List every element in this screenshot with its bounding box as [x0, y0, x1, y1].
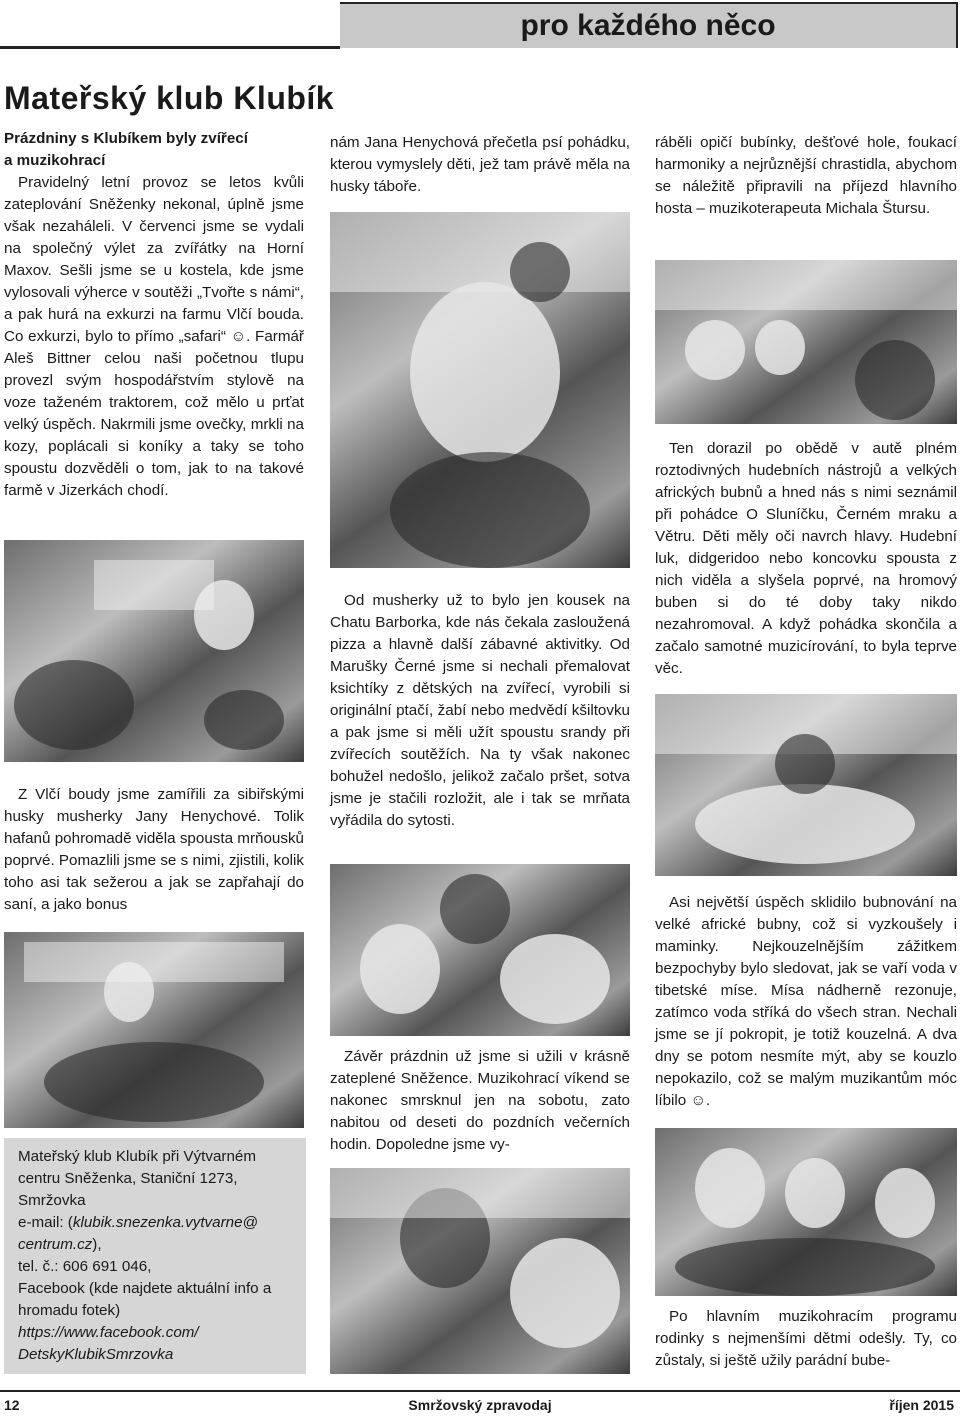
col3-paragraph-2-text: Ten dorazil po obědě v autě plném roztodivných hudebních nástrojů a velkých afrických bubnů a hned nás s nimi seznámil při pohádce O Sluníčku, Černém mraku a Větru. Děti měly oči navrch hlavy. Hudební luk, didgeridoo nebo koncovku spousta z nich viděla a slyšela poprvé, na hromový buben si do té doby taky nikdo nezahromoval. A když pohádka skončila a začalo samotné muzicírování, to byla teprve věc.	[655, 440, 957, 677]
col3-paragraph-4-text: Po hlavním muzikohracím programu rodinky s nejmenšími dětmi odešly. Ty, co zůstaly, si ještě užily parádní bube-	[655, 1308, 957, 1369]
col3-paragraph-3-text: Asi největší úspěch sklidilo bubnování na velké africké bubny, což si vyzkoušely i maminky. Nejkouzelnějším zážitkem bezpochyby bylo sledovat, jak se vaří voda v tibetské míse. Mísa nádherně rezonuje, zatímco voda stříká do všech stran. Nechali jsme se jí pokropit, je totiž kouzelná. A dva dny se potom nesmíte mýt, aby se kouzlo nepokazilo, což se malým muzikantům móc líbilo ☺.	[655, 894, 957, 1109]
publication-name: Smržovský zpravodaj	[408, 1397, 552, 1413]
photo-music-workshop	[4, 540, 304, 762]
article-subtitle-line2: a muzikohrací	[4, 152, 106, 169]
email-label: e-mail: (	[18, 1214, 73, 1231]
photo-drumming-kids	[4, 932, 304, 1128]
col2-paragraph-3	[330, 1046, 630, 1156]
contact-email-line	[18, 1212, 292, 1256]
col2-paragraph-2-text: Od musherky už to bylo jen kousek na Chatu Barborka, kde nás čekala zasloužená pizza a hlavně další zábavné aktivitky. Od Marušky Černé jsme si nechali přemalovat ksichtíky z dětských na zvířecí, vyrobili si originální ptačí, žabí nebo medvědí kšiltovku a pak jsme si měli užít spoustu srandy při zvířecích soutěžích. Na ty však nakonec bohužel nedošlo, jelikož začalo pršet, sotva jsme je stačili rozložit, ale i tak se mrňata vyřádila do sytosti.	[330, 592, 630, 829]
email-end: ),	[92, 1236, 102, 1253]
issue-date: říjen 2015	[889, 1397, 954, 1413]
photo-kids-drums	[330, 864, 630, 1036]
photo-boy-feeding-sheep	[330, 1168, 630, 1374]
col2-paragraph-2	[330, 590, 630, 832]
col3-paragraph-4	[655, 1306, 957, 1372]
photo-children-animal-masks	[655, 1128, 957, 1296]
facebook-link[interactable]: https://www.facebook.com/ DetskyKlubikSmrzovka	[18, 1324, 199, 1363]
col2-paragraph-3-text: Závěr prázdnin už jsme si užili v krásně zateplené Sněžence. Muzikohrací víkend se nakonec smrsknul jen na sobotu, zato nabitou od deseti do pozdních večerních hodin. Dopoledne jsme vy-	[330, 1048, 630, 1153]
footer-rule	[0, 1390, 960, 1392]
section-header	[340, 2, 958, 48]
club-contact-box	[4, 1138, 306, 1374]
header-rule	[0, 46, 340, 49]
col1-paragraph-1: Pravidelný letní provoz se letos kvůli zateplování Sněženky nekonal, úplně jsme však nezaháleli. V červenci jsme se vydali na společný výlet za zvířátky na Horní Maxov. Sešli jsme se u kostela, kde jsme vylosovali výherce v soutěži „Tvořte s námi“, a pak hurá na exkurzi na farmu Vlčí bouda. Co exkurzi, bylo to přímo „safari“ ☺. Farmář Aleš Bittner celou naši početnou tlupu provezl svým hospodářstvím stylově na voze taženém traktorem, což mělo u prťat velký úspěch. Nakrmili jsme ovečky, mrkli na kozy, poplácali si koníky a taky se toho spoustu dozvěděli o tom, jak to na takové farmě v Jizerkách chodí.	[4, 174, 304, 499]
col3-paragraph-3	[655, 892, 957, 1112]
photo-girl-with-puppet	[330, 212, 630, 568]
col3-paragraph-1	[655, 132, 957, 220]
col2-paragraph-1-text: nám Jana Henychová přečetla psí pohádku, kterou vymyslely děti, jež tam právě měla na husky táboře.	[330, 134, 630, 195]
col1-paragraph-2	[4, 784, 304, 916]
photo-children-on-rock	[655, 694, 957, 876]
contact-phone: tel. č.: 606 691 046,	[18, 1258, 152, 1275]
photo-tractor-ride	[655, 260, 957, 424]
article-subtitle-line1: Prázdniny s Klubíkem byly zvířecí	[4, 130, 248, 147]
section-title: pro každého něco	[520, 9, 776, 42]
col2-paragraph-1	[330, 132, 630, 198]
contact-facebook: Facebook (kde najdete aktuální info a hromadu fotek)	[18, 1280, 272, 1319]
contact-address: Mateřský klub Klubík při Výtvarném centru Sněženka, Staniční 1273, Smržovka	[18, 1148, 257, 1209]
page-number: 12	[4, 1397, 20, 1413]
article-title: Mateřský klub Klubík	[4, 80, 335, 116]
contact-email[interactable]: klubik.snezenka.vytvarne@ centrum.cz	[18, 1214, 258, 1253]
col3-paragraph-2	[655, 438, 957, 680]
col1-paragraph-2-text: Z Vlčí boudy jsme zamířili za sibiřskými husky musherky Jany Henychové. Tolik hafanů pohromadě viděla spousta mrňousků poprvé. Pomazlili jsme se s nimi, zjistili, kolik toho asi tak sežerou a jak se zapřahají do saní, a jako bonus	[4, 786, 304, 913]
col1-intro	[4, 128, 304, 502]
col3-paragraph-1-text: ráběli opičí bubínky, dešťové hole, foukací harmoniky a nejrůznější chrastidla, abychom se náležitě připravili na příjezd hlavního hosta – muzikoterapeuta Michala Štursu.	[655, 134, 957, 217]
